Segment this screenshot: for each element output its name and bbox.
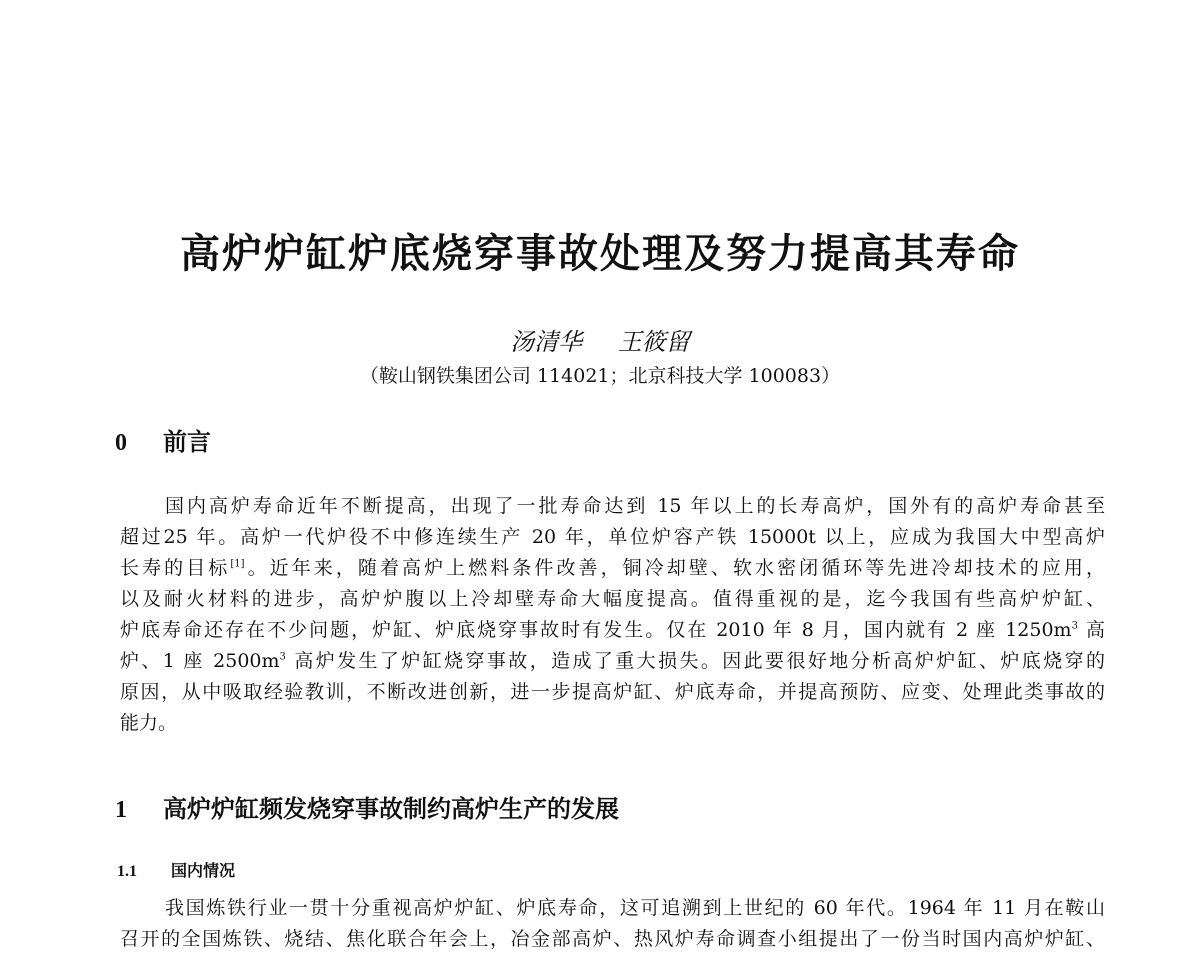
section-heading-1 xyxy=(115,789,619,824)
text-line: 召开的全国炼铁、烧结、焦化联合年会上，冶金部高炉、热风炉寿命调查小组提出了一份当时国内高炉炉缸、 xyxy=(120,928,1105,950)
text-line: 国内高炉寿命近年不断提高，出现了一批寿命达到 15 年以上的长寿高炉，国外有的高炉寿命甚至 xyxy=(165,495,1105,517)
text-line: 以及耐火材料的进步，高炉炉腹以上冷却壁寿命大幅度提高。值得重视的是，迄今我国有些高炉炉缸、 xyxy=(120,588,1105,610)
text-segment: 高 xyxy=(1077,619,1105,641)
author-name: 王筱留 xyxy=(617,328,690,356)
text-segment: 。近年来，随着高炉上燃料条件改善，铜冷却壁、软水密闭循环等先进冷却技术的应用， xyxy=(244,557,1105,579)
section-title: 前言 xyxy=(163,428,211,456)
text-line: 原因，从中吸取经验教训，不断改进创新，进一步提高炉缸、炉底寿命，并提高预防、应变、处理此类事故的 xyxy=(120,681,1105,703)
text-line xyxy=(120,553,1105,584)
paper-title: 高炉炉缸炉底烧穿事故处理及努力提高其寿命 xyxy=(180,231,1020,277)
text-line xyxy=(120,646,1105,677)
text-line xyxy=(120,615,1105,646)
text-segment: 炉底寿命还存在不少问题，炉缸、炉底烧穿事故时有发生。仅在 2010 年 8 月，国内就有 2 座 1250m xyxy=(120,619,1072,641)
superscript: 3 xyxy=(279,651,286,663)
intro-paragraph xyxy=(120,491,1105,739)
section-title: 高炉炉缸频发烧穿事故制约高炉生产的发展 xyxy=(163,795,619,823)
citation-ref: [1] xyxy=(230,558,245,570)
authors xyxy=(0,322,1200,357)
text-line: 超过25 年。高炉一代炉役不中修连续生产 20 年，单位炉容产铁 15000t 以上，应成为我国大中型高炉 xyxy=(120,526,1105,548)
subsection-heading xyxy=(117,858,235,881)
subsection-number: 1.1 xyxy=(117,863,137,880)
text-segment: 高炉发生了炉缸烧穿事故，造成了重大损失。因此要很好地分析高炉炉缸、炉底烧穿的 xyxy=(285,650,1105,672)
text-segment: 炉、1 座 2500m xyxy=(120,650,280,672)
text-line: 我国炼铁行业一贯十分重视高炉炉缸、炉底寿命，这可追溯到上世纪的 60 年代。1964 年 11 月在鞍山 xyxy=(165,897,1105,919)
section-heading-intro xyxy=(115,422,211,457)
section-number: 0 xyxy=(115,430,127,456)
subsection-title: 国内情况 xyxy=(171,861,236,880)
text-segment: 长寿的目标 xyxy=(120,557,231,579)
domestic-paragraph xyxy=(120,893,1105,955)
author-name: 汤清华 xyxy=(510,328,583,356)
affiliation: （鞍山钢铁集团公司 114021；北京科技大学 100083） xyxy=(359,365,841,387)
section-number: 1 xyxy=(115,797,127,823)
text-line: 能力。 xyxy=(120,712,178,734)
superscript: 3 xyxy=(1071,620,1078,632)
